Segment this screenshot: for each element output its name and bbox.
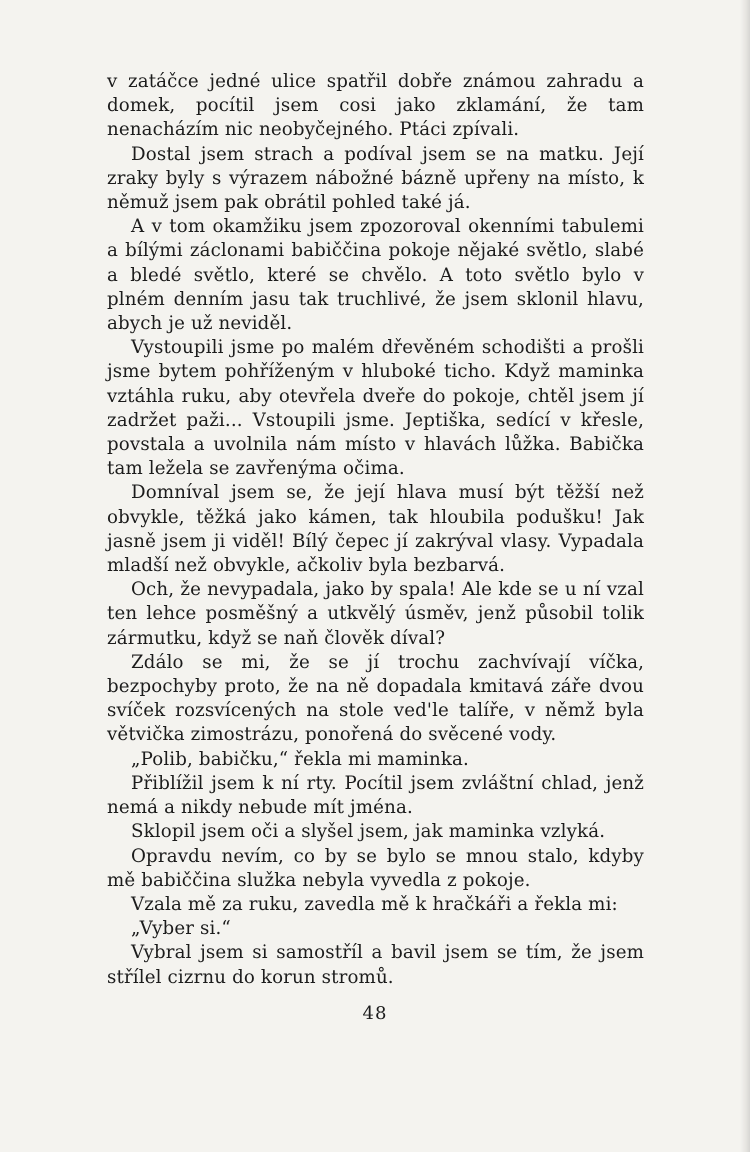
paragraph: „Polib, babičku,“ řekla mi maminka. — [131, 748, 469, 770]
page-number: 48 — [362, 1003, 388, 1024]
paragraph: Vystoupili jsme po malém dřevěném schodišti a prošli jsme bytem pohříženým v hluboké ticho. Když maminka vztáhla ruku, aby otevřela dveře do pokoje, chtěl jsem jí zadržet paži... Vstoupili jsme. Jeptiška, sedící v křesle, povstala a uvolnila nám místo v hlavách lůžka. Babička tam ležela se zavřenýma očima. — [107, 337, 644, 480]
body-text — [107, 70, 644, 990]
page-edge-shadow — [740, 0, 750, 1152]
paragraph: Zdálo se mi, že se jí trochu zachvívají víčka, bezpochyby proto, že na ně dopadala kmitavá záře dvou svíček rozsvícených na stole ved'le talíře, v němž byla větvička zimostrázu, ponořená do svěcené vody. — [107, 651, 644, 746]
paragraph: „Vyber si.“ — [131, 918, 231, 940]
paragraph: Och, že nevypadala, jako by spala! Ale kde se u ní vzal ten lehce posměšný a utkvělý úsměv, jenž působil tolik zármutku, když se naň člověk díval? — [107, 579, 644, 649]
paragraph: Dostal jsem strach a podíval jsem se na matku. Její zraky byly s výrazem nábožné bázně upřeny na místo, k němuž jsem pak obrátil pohled také já. — [107, 143, 644, 214]
paragraph: Vzala mě za ruku, zavedla mě k hračkáři a řekla mi: — [131, 893, 618, 915]
paragraph: A v tom okamžiku jsem zpozoroval okenními tabulemi a bílými záclonami babiččina pokoje nějaké světlo, slabé a bledé světlo, které se chvělo. A toto světlo bylo v plném denním jasu tak truchlivé, že jsem sklonil hlavu, abych je už neviděl. — [107, 216, 644, 335]
paragraph: Opravdu nevím, co by se bylo se mnou stalo, kdyby mě babiččina služka nebyla vyvedla z pokoje. — [107, 845, 644, 891]
paragraph: v zatáčce jedné ulice spatřil dobře známou zahradu a domek, pocítil jsem cosi jako zklamání, že tam nenacházím nic neobyčejného. Ptáci zpívali. — [107, 71, 644, 141]
paragraph: Sklopil jsem oči a slyšel jsem, jak maminka vzlyká. — [131, 821, 606, 843]
paragraph: Přiblížil jsem k ní rty. Pocítil jsem zvláštní chlad, jenž nemá a nikdy nebude mít jména. — [107, 772, 644, 819]
paragraph: Domníval jsem se, že její hlava musí být těžší než obvykle, těžká jako kámen, tak hloubila podušku! Jak jasně jsem ji viděl! Bílý čepec jí zakrýval vlasy. Vypadala mladší než obvykle, ačkoliv byla bezbarvá. — [107, 482, 644, 577]
paragraph: Vybral jsem si samostříl a bavil jsem se tím, že jsem střílel cizrnu do korun stromů. — [107, 942, 644, 988]
